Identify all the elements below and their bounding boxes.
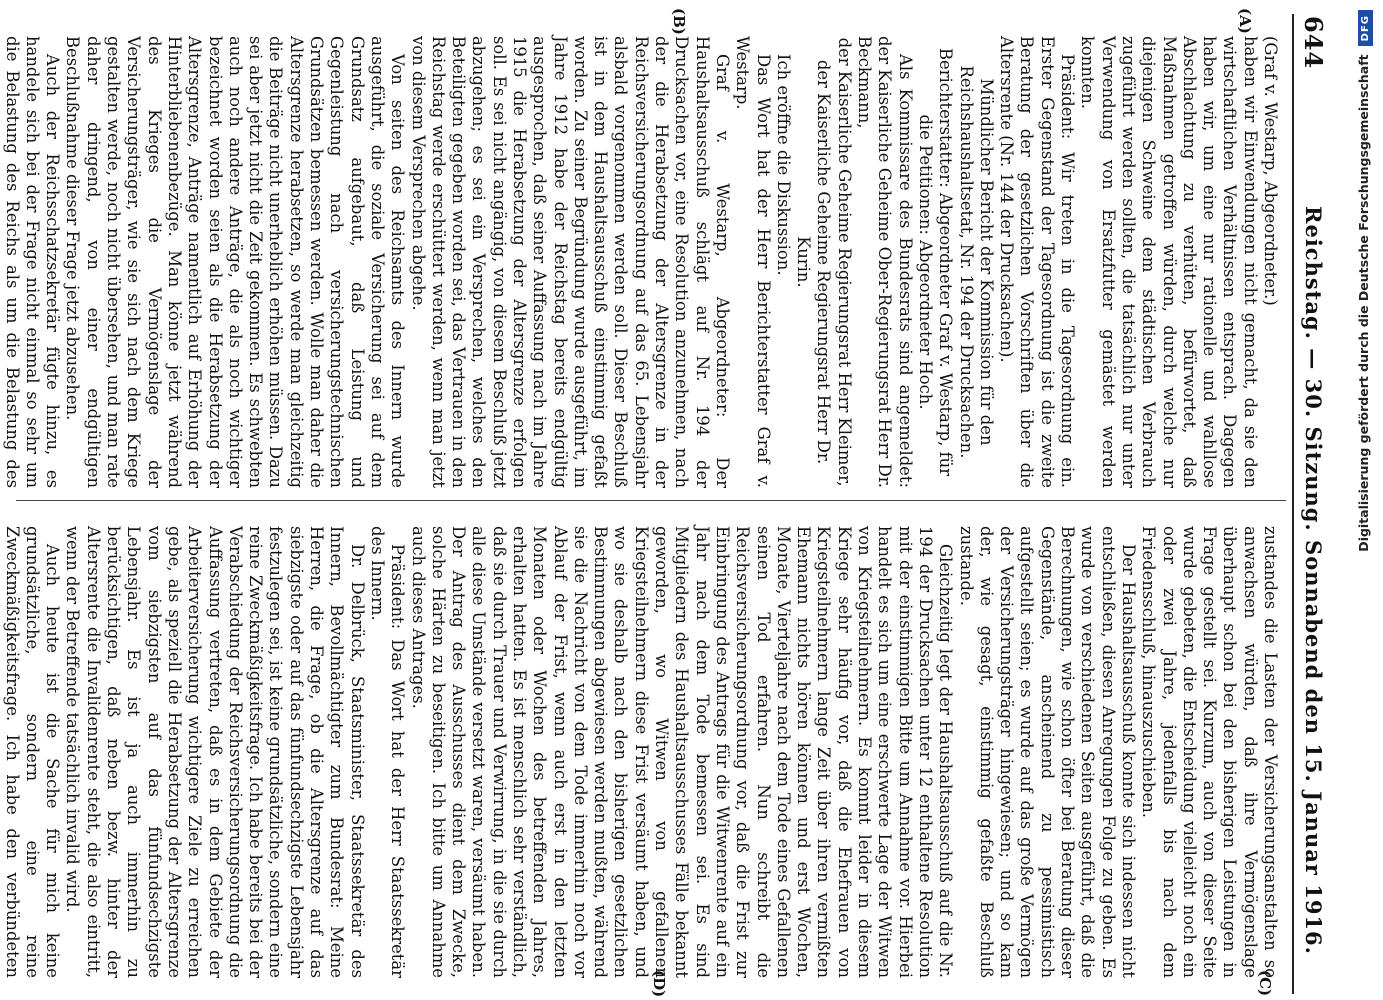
margin-marker-b: (B): [670, 8, 688, 35]
paragraph: zustandes die Lasten der Versicherungsanstalten so anwachsen würden, daß ihre Vermögenslage überhaupt schon bei den bisherigen Leistungen in Frage gestellt sei. Kurzum, auch von dieser Seite wurde gebeten, die Entscheidung vielleicht noch ein oder zwei Jahre, jedenfalls bis nach dem Friedensschluß, hinauszuschieben.: [1139, 526, 1280, 978]
paragraph: haben wir Einwendungen nicht gemacht, da sie den wirtschaftlichen Verhältnissen entsprach. Dagegen haben wir, um eine nur rationelle und wahllose Abschlachtung zu verhüten, befürwortet, daß Maßnahmen getroffen würden, durch welche nur diejenigen Schweine dem städtischen Verbrauch zugeführt werden sollten, die tatsächlich nur unter Verwendung von Ersatzfutter gemästet werden konnten.: [1078, 36, 1260, 488]
paragraph: Präsident: Das Wort hat der Herr Staatssekretär des Innern.: [367, 526, 408, 978]
paragraph: Der Haushaltsausschuß konnte sich indessen nicht entschließen, diesen Anregungen Folge zu geben. Es wurde von verschiedenen Seiten ausgeführt, daß die Berechnungen, wie schon öfter bei Beratung dieser Gegenstände, anscheinend zu pessimistisch aufgestellt seien; es wurde auf das große Vermögen der Versicherungsträger hingewiesen; und so kam der, wie gesagt, einstimmig gefaßte Beschluß zustande.: [956, 526, 1138, 978]
paragraph: Mündlicher Bericht der Kommission für den Reichshaushaltsetat, Nr. 194 der Drucksachen.: [956, 65, 996, 459]
paragraph: Das Wort hat der Herr Berichterstatter Graf v. Westarp.: [733, 36, 773, 488]
paragraph: Graf v. Westarp, Abgeordneter: Der Haushaltsausschuß schlägt auf Nr. 194 der Drucksachen vor, eine Resolution anzunehmen, nach der die Herabsetzung der Altersgrenze in der Reichsversicherungsordnung auf das 65. Lebensjahr alsbald vorgenommen werden soll. Dieser Beschluß ist in dem Haushaltsausschuß einstimmig gefaßt worden. Zu seiner Begründung wurde ausgeführt, im Jahre 1912 habe der Reichstag bereits endgültig ausgesprochen, daß seiner Auffassung nach im Jahre 1915 die Herabsetzung der Altersgrenze erfolgen soll. Es sei nicht angängig, von diesem Beschluß jetzt abzugehen; es sei ein Versprechen, welches den Beteiligten gegeben worden sei, das Vertrauen in den Reichstag werde erschüttert werden, wenn man jetzt von diesem Versprechen abgehe.: [408, 36, 732, 488]
dfg-logo: DFG: [1358, 10, 1373, 46]
column-divider: [16, 500, 1286, 501]
paragraph: Dr. Delbrück, Staatsminister, Staatssekretär des Innern, Bevollmächtigter zum Bundesrat: Meine Herren, die Frage, ob die Altersgrenze auf das siebzigste oder auf das fünfundsechzigste Lebensjahr festzulegen sei, ist keine grundsätzliche, sondern eine reine Zweckmäßigkeitsfrage. Ich habe bereits bei der Verabschiedung der Reichsversicherungsordnung die Auffassung vertreten, daß es in dem Gebiete der Arbeiterversicherung wichtigere Ziele zu erreichen gebe, als speziell die Herabsetzung der Altersgrenze vom siebzigsten auf das fünfundsechzigste Lebensjahr. Es ist ja auch immerhin zu berücksichtigen, daß neben bezw. hinter der Altersrente die Invalidenrente steht, die also eintritt, wenn der Betreffende tatsächlich invalid wird.: [63, 526, 367, 978]
margin-marker-c: (C): [1256, 970, 1274, 997]
credit-text: Digitalisierung gefördert durch die Deutsche Forschungsgemeinschaft: [1356, 54, 1371, 552]
page-title: Reichstag. — 30. Sitzung. Sonnabend den 15. Januar 1916.: [1301, 206, 1326, 955]
paragraph: Auch der Reichsschatzsekretär fügte hinzu, es handele sich bei der Frage nicht einmal so sehr um die Belastung des Reichs als um die Belastung des: [2, 36, 63, 488]
margin-marker-d: (D): [650, 970, 668, 998]
paragraph: Präsident: Wir treten in die Tagesordnung ein. Erster Gegenstand der Tagesordnung ist die zweite Beratung der gesetzlichen Vorschriften über die Altersrente (Nr. 144 der Drucksachen).: [997, 36, 1078, 488]
digitization-credit: [1356, 10, 1378, 1000]
paragraph: Gleichzeitig legt der Haushaltsausschuß auf die Nr. 194 der Drucksachen unter 12 enthaltene Resolution mit der einstimmigen Bitte um Annahme vor. Hierbei handelt es sich um eine erschwerte Lage der Witwen von Kriegsteilnehmern. Es kommt leider in diesem Kriege sehr häufig vor, daß die Ehefrauen von Kriegsteilnehmern lange Zeit über ihren vermißten Ehemann nichts hören können und erst Wochen, Monate, Vierteljahre nach dem Tode eines Gefallenen seinen Tod erfahren. Nun schreibt die Reichsversicherungsordnung vor, daß die Frist zur Einbringung des Antrags für die Witwenrente auf ein Jahr nach dem Tode bemessen sei. Es sind Mitgliedern des Haushaltsausschusses Fälle bekannt geworden, wo Witwen von gefallenen Kriegsteilnehmern diese Frist versäumt haben, und wo sie deshalb nach den bisherigen gesetzlichen Bestimmungen abgewiesen werden mußten, während sie die Nachricht von dem Tode immerhin noch vor Ablauf der Frist, wenn auch erst in den letzten Monaten oder Wochen des betreffenden Jahres, erhalten hatten. Es ist menschlich sehr verständlich, daß sie durch Trauer und Verwirrung, in die sie durch alle diese Umstände versetzt waren, versäumt haben. Der Antrag des Ausschusses dient dem Zwecke, solche Härten zu beseitigen. Ich bitte um Annahme auch dieses Antrages.: [408, 526, 956, 978]
paragraph: Von seiten des Reichsamts des Innern wurde ausgeführt, die soziale Versicherung sei auf dem Grundsatz aufgebaut, daß Leistung und Gegenleistung nach versicherungstechnischen Grundsätzen bemessen werden. Wolle man daher die Altersgrenze herabsetzen, so werde man gleichzeitig die Beiträge nicht unerheblich erhöhen müssen. Dazu sei aber jetzt nicht die Zeit gekommen. Es schwebten auch noch andere Anträge, die als noch wichtiger bezeichnet worden seien als die Herabsetzung der Altersgrenze, Anträge namentlich auf Erhöhung der Hinterbliebenenbezüge. Man könne jetzt während des Krieges die Vermögenslage der Versicherungsträger, wie sie sich nach dem Kriege gestalten werde, noch nicht übersehen, und man rate daher dringend, von einer endgültigen Beschlußnahme dieser Frage jetzt abzusehen.: [63, 36, 408, 488]
page-number: 644: [1299, 16, 1328, 70]
page-header: [1292, 6, 1332, 996]
document-page: [0, 6, 1338, 996]
paragraph: Als Kommissare des Bundesrats sind angemeldet: der Kaiserliche Geheime Ober-Regierungsrat Herr Dr. Beckmann,: [855, 36, 915, 488]
paragraph: Ich eröffne die Diskussion.: [773, 54, 793, 276]
paragraph: Berichterstatter: Abgeordneter Graf v. Westarp, für die Petitionen: Abgeordneter Hoch.: [915, 47, 956, 477]
margin-marker-a: (A): [1236, 8, 1254, 34]
right-column: [2, 526, 1280, 978]
speaker-continuation: (Graf v. Westarp, Abgeordneter.): [1261, 36, 1280, 306]
paragraph: der Kaiserliche Geheime Regierungsrat Herr Dr. Kurin.: [794, 59, 834, 465]
paragraph: Auch heute ist die Sache für mich keine grundsätzliche, sondern eine reine Zweckmäßigkeitsfrage. Ich habe den verbündeten: [2, 526, 63, 978]
left-column: [2, 36, 1280, 488]
paragraph: der Kaiserliche Geheime Regierungsrat Herr Kleimer,: [834, 37, 854, 487]
header-rule: [1292, 14, 1294, 994]
